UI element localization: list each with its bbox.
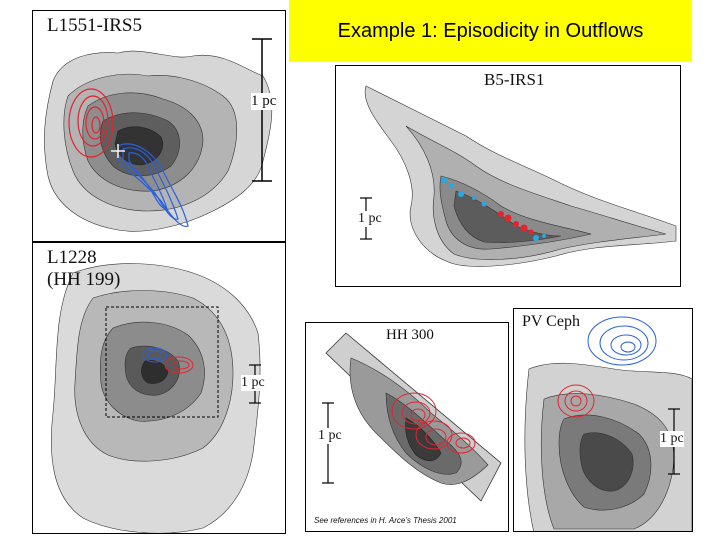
pvceph-blue-lobe: [588, 317, 656, 365]
l1228-subname: (HH 199): [47, 269, 121, 290]
l1228-name: L1228: [47, 247, 97, 268]
panel-pv-ceph: [513, 308, 693, 532]
panel-b5-irs1: [335, 65, 681, 287]
pvceph-contour-map: [514, 309, 693, 532]
l1551-scale-label: 1 pc: [251, 93, 277, 109]
pvceph-scale-label: 1 pc: [660, 431, 684, 446]
b5-name: B5-IRS1: [484, 70, 545, 89]
b5-contour-map: [336, 66, 681, 287]
l1228-scale-label: 1 pc: [241, 375, 265, 390]
pvceph-name: PV Ceph: [522, 313, 580, 330]
hh300-name: HH 300: [386, 327, 434, 343]
panel-hh300: [305, 322, 509, 532]
panel-l1551-irs5: [32, 10, 286, 242]
b5-scale-label: 1 pc: [358, 211, 382, 226]
reference-note: See references in H. Arce’s Thesis 2001: [314, 516, 457, 525]
l1551-contour-map: [33, 11, 286, 242]
panel-l1228: [32, 242, 286, 534]
hh300-scale-label: 1 pc: [318, 428, 342, 443]
slide-title: Example 1: Episodicity in Outflows: [289, 0, 692, 62]
l1551-name: L1551-IRS5: [47, 15, 142, 36]
